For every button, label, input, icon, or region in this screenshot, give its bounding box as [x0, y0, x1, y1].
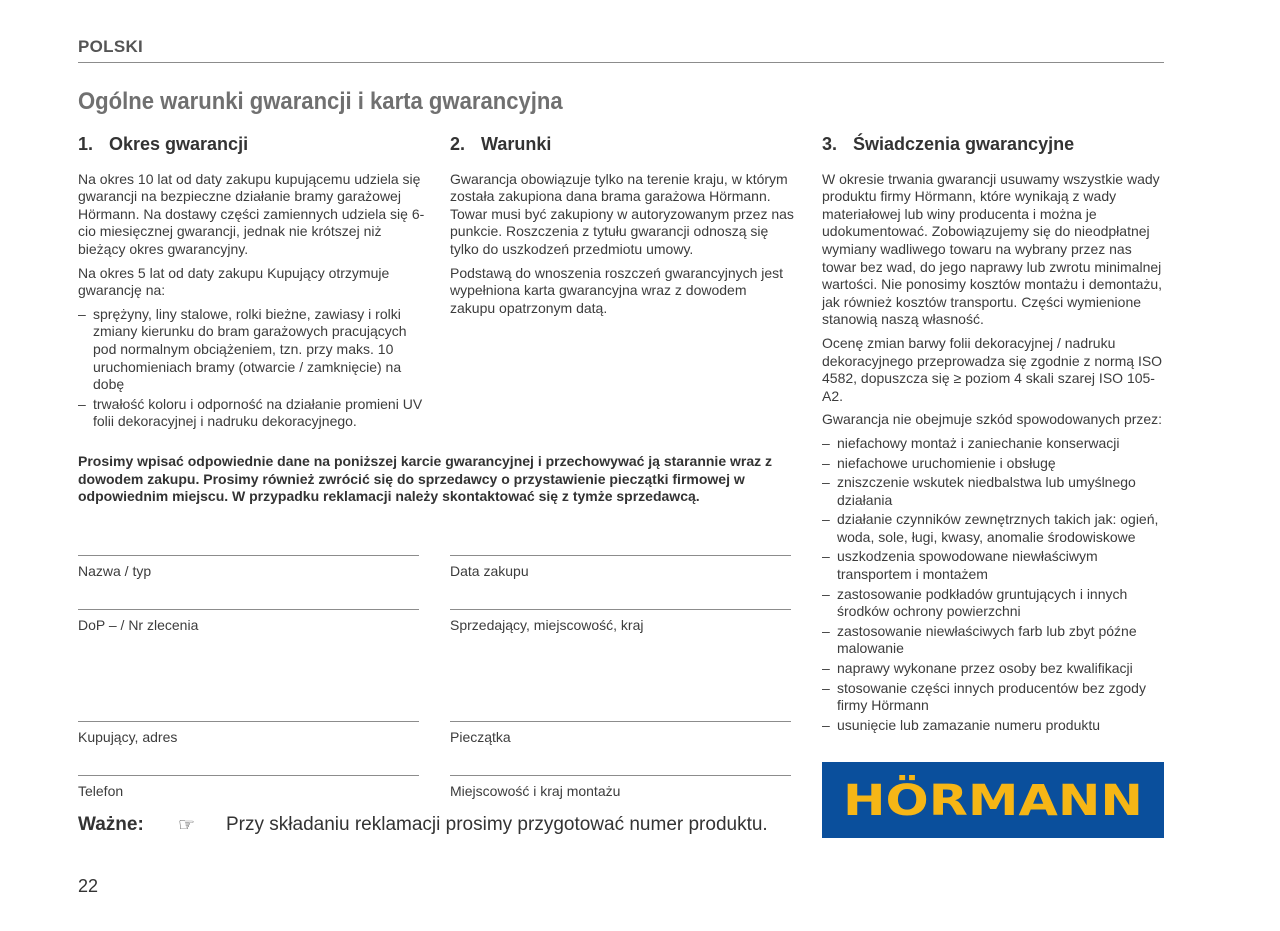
list-item: – zniszczenie wskutek niedbalstwa lub umyślnego działania	[822, 474, 1167, 509]
section-number: 1.	[78, 134, 94, 154]
paragraph: Gwarancja nie obejmuje szkód spowodowanych przez:	[822, 411, 1163, 428]
section-heading	[450, 136, 795, 154]
paragraph: W okresie trwania gwarancji usuwamy wszystkie wady produktu firmy Hörmann, które wynikają z wady materiałowej lub winy producenta i można je udokumentować. Zobowiązujemy się do nieodpłatnej wymiany wadliwego towaru na wybrany przez nas towar bez wad, do jego naprawy lub zwrotu minimalnej wartości. Nie ponosimy kosztów montażu i demontażu, jak również kosztów transportu. Części wymienione stanowią naszą własność.	[822, 170, 1163, 328]
section-warranty-services	[822, 136, 1167, 736]
field-label: Nazwa / typ	[78, 563, 152, 579]
seller-field[interactable]	[450, 609, 791, 633]
field-label: Data zakupu	[450, 563, 529, 579]
section-heading-text: Warunki	[481, 134, 552, 154]
stamp-field[interactable]	[450, 721, 791, 745]
dop-order-field[interactable]	[78, 609, 419, 633]
paragraph: Na okres 5 lat od daty zakupu Kupujący otrzymuje gwarancję na:	[78, 264, 390, 299]
important-label: Ważne:	[78, 814, 144, 835]
section-heading-text: Świadczenia gwarancyjne	[853, 134, 1075, 154]
section-warranty-period	[78, 136, 428, 433]
name-type-field[interactable]	[78, 555, 419, 579]
list-item: – stosowanie części innych producentów bez zgody firmy Hörmann	[822, 680, 1167, 715]
section-conditions	[450, 136, 795, 323]
install-place-field[interactable]	[450, 775, 791, 799]
page-number: 22	[78, 876, 99, 896]
list-item: – zastosowanie niewłaściwych farb lub zbyt późne malowanie	[822, 623, 1167, 658]
list-item: – uszkodzenia spowodowane niewłaściwym transportem i montażem	[822, 548, 1167, 583]
pointing-hand-icon: ☞	[178, 815, 196, 836]
logo-wordmark: HÖRMANN	[843, 776, 1097, 826]
phone-field[interactable]	[78, 775, 419, 799]
warranty-card-notice: Prosimy wpisać odpowiednie dane na poniższej karcie gwarancyjnej i przechowywać ją starannie wraz z dowodem zakupu. Prosimy również zwrócić się do sprzedawcy o przystawienie pieczątki firmowej w odpowiednim miejscu. W przypadku reklamacji należy skontaktować się z tymże sprzedawcą.	[78, 453, 773, 505]
list-item: – trwałość koloru i odporność na działanie promieni UV folii dekoracyjnej i nadruku dekoracyjnego.	[78, 396, 428, 431]
list-item: – naprawy wykonane przez osoby bez kwalifikacji	[822, 660, 1167, 678]
field-label: DoP – / Nr zlecenia	[78, 617, 199, 633]
field-label: Pieczątka	[450, 729, 511, 745]
hormann-logo	[822, 762, 1164, 838]
field-label: Miejscowość i kraj montażu	[450, 783, 621, 799]
field-label: Sprzedający, miejscowość, kraj	[450, 617, 644, 633]
list-item: – sprężyny, liny stalowe, rolki bieżne, zawiasy i rolki zmiany kierunku do bram garażowych pracujących pod normalnym obciążeniem, tzn. przy maks. 10 uruchomieniach bramy (otwarcie / zamknięcie) na dobę	[78, 306, 428, 394]
paragraph: Ocenę zmian barwy folii dekoracyjnej / nadruku dekoracyjnego przeprowadza się zgodnie z normą ISO 4582, dopuszcza się ≥ poziom 4 skali szarej ISO 105-A2.	[822, 334, 1163, 404]
page-title: Ogólne warunki gwarancji i karta gwarancyjna	[78, 88, 563, 115]
section-heading	[822, 136, 1167, 154]
paragraph: Gwarancja obowiązuje tylko na terenie kraju, w którym została zakupiona dana brama garażowa Hörmann. Towar musi być zakupiony w autoryzowanym przez nas punkcie. Roszczenia z tytułu gwarancji odnoszą się tylko do uszkodzeń przedmiotu umowy.	[450, 170, 794, 257]
list-item: – działanie czynników zewnętrznych takich jak: ogień, woda, sole, ługi, kwasy, anomalie środowiskowe	[822, 511, 1167, 546]
section-heading-text: Okres gwarancji	[109, 134, 249, 154]
section-number: 2.	[450, 134, 466, 154]
exclusions-list	[822, 435, 1167, 735]
list-item: – niefachowe uruchomienie i obsługę	[822, 455, 1167, 473]
purchase-date-field[interactable]	[450, 555, 791, 579]
important-text: Przy składaniu reklamacji prosimy przygotować numer produktu.	[226, 814, 768, 835]
section-number: 3.	[822, 134, 838, 154]
header-language: POLSKI	[78, 37, 144, 56]
header-divider	[78, 62, 1164, 63]
list-item: – niefachowy montaż i zaniechanie konserwacji	[822, 435, 1167, 453]
coverage-list	[78, 306, 428, 431]
field-label: Kupujący, adres	[78, 729, 178, 745]
hormann-logo-mark	[822, 762, 1164, 838]
list-item: – usunięcie lub zamazanie numeru produktu	[822, 717, 1167, 735]
paragraph: Na okres 10 lat od daty zakupu kupującemu udziela się gwarancji na bezpieczne działanie bramy garażowej Hörmann. Na dostawy części zamiennych udziela się 6-cio miesięcznej gwarancji, jednak nie krótszej niż bieżący okres gwarancyjny.	[78, 170, 425, 257]
section-heading	[78, 136, 428, 154]
buyer-address-field[interactable]	[78, 721, 419, 745]
field-label: Telefon	[78, 783, 124, 799]
paragraph: Podstawą do wnoszenia roszczeń gwarancyjnych jest wypełniona karta gwarancyjna wraz z dowodem zakupu opatrzonym datą.	[450, 264, 784, 316]
list-item: – zastosowanie podkładów gruntujących i innych środków ochrony powierzchni	[822, 586, 1167, 621]
